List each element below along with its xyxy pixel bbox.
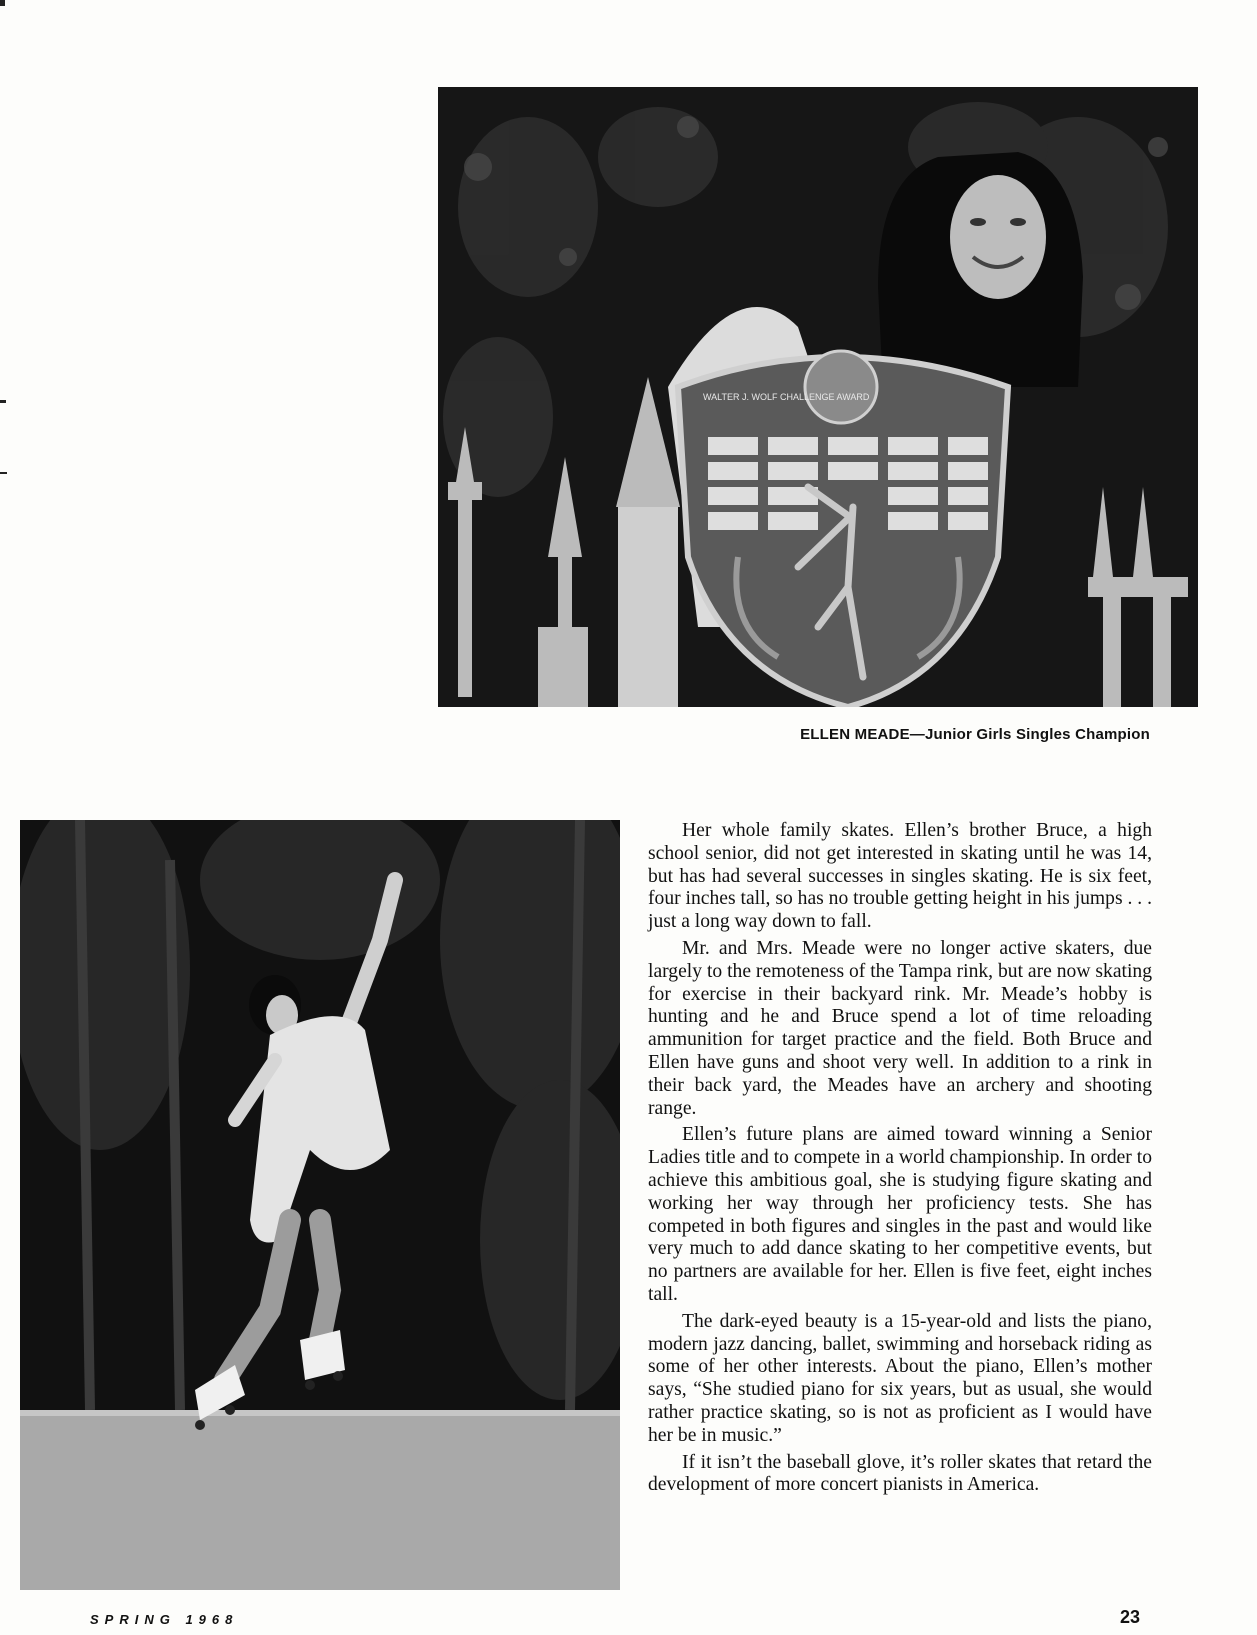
scan-mark <box>0 400 6 403</box>
trophy-portrait-photo <box>438 87 1198 707</box>
article-paragraph: Ellen’s future plans are aimed toward winning a Senior Ladies title and to compete in a world championship. In order to achieve this ambitious goal, she is studying figure skating and working her way through her proficiency tests. She has competed in both figures and singles in the past and would like very much to add dance skating to her competitive events, but no partners are available for her. Ellen is five feet, eight inches tall. <box>648 1124 1152 1305</box>
article-paragraph: Her whole family skates. Ellen’s brother Bruce, a high school senior, did not get interested in skating until he was 14, but has had several successes in singles skating. He is six feet, four inches tall, so has no trouble getting height in his jumps . . . just a long way down to fall. <box>648 820 1152 933</box>
plaque-text: WALTER J. WOLF CHALLENGE AWARD <box>703 392 870 402</box>
article-paragraph: If it isn’t the baseball glove, it’s roller skates that retard the development of more concert pianists in America. <box>648 1451 1152 1496</box>
article-paragraph: The dark-eyed beauty is a 15-year-old and lists the piano, modern jazz dancing, ballet, swimming and horseback riding as some of her other interests. About the piano, Ellen’s mother says, “She studied piano for six years, but as usual, she would rather practice skating, so is not as proficient as I would have her be in music.” <box>648 1310 1152 1446</box>
article-body <box>648 820 1152 1501</box>
page-number: 23 <box>1120 1607 1141 1627</box>
photo-caption: ELLEN MEADE—Junior Girls Singles Champion <box>800 726 1150 743</box>
issue-label: SPRING 1968 <box>90 1612 239 1627</box>
skater-jump-photo <box>20 820 620 1590</box>
article-paragraph: Mr. and Mrs. Meade were no longer active skaters, due largely to the remoteness of the Tampa rink, but are now skating for exercise in their backyard rink. Mr. Meade’s hobby is hunting and he and Bruce spend a lot of time reloading ammunition for target practice and the field. Both Bruce and Ellen have guns and shoot very well. In addition to a rink in their back yard, the Meades have an archery and shooting range. <box>648 937 1152 1119</box>
scan-mark <box>0 472 7 474</box>
scan-mark <box>0 0 5 6</box>
